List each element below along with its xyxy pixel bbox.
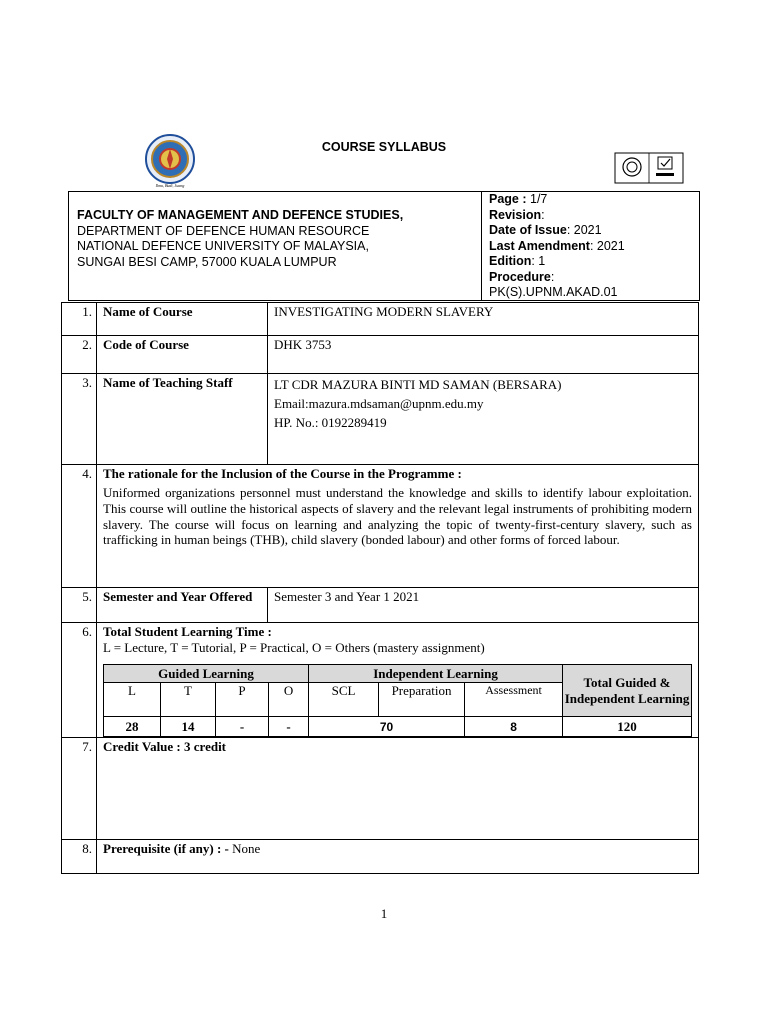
course-name-value: INVESTIGATING MODERN SLAVERY (268, 303, 699, 336)
page-label: Page : (489, 192, 527, 206)
revision-value: : (541, 207, 545, 222)
col-header-assessment: Assessment (465, 683, 563, 717)
guided-learning-header: Guided Learning (104, 665, 309, 683)
syllabus-table (61, 302, 699, 874)
prerequisite-cell (97, 840, 699, 874)
credit-value: Credit Value : 3 credit (97, 738, 699, 840)
prerequisite-value: None (228, 841, 261, 856)
row-number: 3. (62, 374, 97, 465)
table-row (62, 303, 699, 336)
rationale-label: The rationale for the Inclusion of the Course in the Programme : (103, 466, 462, 481)
document-header-box (68, 191, 700, 301)
procedure-value: PK(S).UPNM.AKAD.01 (489, 285, 618, 299)
course-name-label: Name of Course (97, 303, 268, 336)
document-control-block (482, 192, 699, 300)
staff-name: LT CDR MAZURA BINTI MD SAMAN (BERSARA) (274, 377, 562, 392)
learning-time-label: Total Student Learning Time : (103, 624, 272, 639)
edition-value: : 1 (531, 254, 546, 268)
table-row (62, 840, 699, 874)
rationale-text: Uniformed organizations personnel must understand the knowledge and skills to identify labour exploitation. This course will outline the historical aspects of slavery and the relevant legal instruments of prohibiting modern slavery. The course will focus on learning and analyzing the topic of twenty-first-century slavery, such as trafficking in human beings (THB), child slavery (bonded labour) and other forms of forced labour. (103, 485, 692, 548)
learning-time-legend: L = Lecture, T = Tutorial, P = Practical, O = Others (mastery assignment) (103, 640, 485, 655)
procedure-colon: : (550, 269, 555, 284)
university-name: NATIONAL DEFENCE UNIVERSITY OF MALAYSIA, (77, 239, 369, 253)
issue-date-label: Date of Issue (489, 223, 567, 237)
teaching-staff-label: Name of Teaching Staff (97, 374, 268, 465)
logo-motto: Ilmu, Budi, Juang (155, 183, 185, 188)
value-l: 28 (104, 717, 161, 737)
value-t: 14 (161, 717, 216, 737)
table-row (62, 465, 699, 588)
total-learning-header: Total Guided & Independent Learning (563, 665, 692, 717)
row-number: 2. (62, 336, 97, 374)
table-row (62, 623, 699, 738)
rationale-cell (97, 465, 699, 588)
university-logo-icon (142, 133, 198, 189)
document-title: COURSE SYLLABUS (321, 140, 447, 154)
course-code-value: DHK 3753 (268, 336, 699, 374)
semester-value: Semester 3 and Year 1 2021 (268, 588, 699, 623)
department-name: DEPARTMENT OF DEFENCE HUMAN RESOURCE (77, 223, 370, 238)
row-number: 7. (62, 738, 97, 840)
value-assessment: 8 (465, 717, 563, 737)
col-header-l: L (104, 683, 161, 717)
staff-phone: HP. No.: 0192289419 (274, 415, 387, 430)
col-header-scl: SCL (309, 683, 379, 717)
col-header-o: O (269, 683, 309, 717)
certification-marks-icon (614, 152, 684, 184)
page-number: 1 (380, 906, 388, 921)
amendment-label: Last Amendment (489, 238, 590, 253)
table-row (62, 588, 699, 623)
value-total: 120 (563, 717, 692, 737)
value-scl-preparation: 70 (309, 717, 465, 737)
col-header-p: P (216, 683, 269, 717)
course-code-label: Code of Course (97, 336, 268, 374)
table-row (62, 374, 699, 465)
row-number: 6. (62, 623, 97, 738)
revision-label: Revision (489, 207, 542, 222)
value-o: - (269, 717, 309, 737)
faculty-name: FACULTY OF MANAGEMENT AND DEFENCE STUDIES, (77, 208, 404, 222)
institution-block (69, 192, 482, 300)
teaching-staff-value (268, 374, 699, 465)
semester-label: Semester and Year Offered (97, 588, 268, 623)
institution-address: SUNGAI BESI CAMP, 57000 KUALA LUMPUR (77, 254, 337, 269)
row-number: 4. (62, 465, 97, 588)
staff-email: Email:mazura.mdsaman@upnm.edu.my (274, 396, 484, 411)
procedure-label: Procedure (489, 269, 551, 284)
prerequisite-label: Prerequisite (if any) : - (103, 841, 229, 856)
learning-time-table (103, 664, 692, 737)
amendment-value: : 2021 (589, 238, 625, 253)
learning-time-cell (97, 623, 699, 738)
independent-learning-header: Independent Learning (309, 665, 563, 683)
edition-label: Edition (489, 254, 532, 268)
row-number: 8. (62, 840, 97, 874)
page-value: 1/7 (526, 192, 548, 206)
row-number: 5. (62, 588, 97, 623)
table-row (62, 336, 699, 374)
table-row (62, 738, 699, 840)
col-header-preparation: Preparation (379, 683, 465, 717)
value-p: - (216, 717, 269, 737)
row-number: 1. (62, 303, 97, 336)
issue-date-value: : 2021 (566, 223, 602, 237)
col-header-t: T (161, 683, 216, 717)
